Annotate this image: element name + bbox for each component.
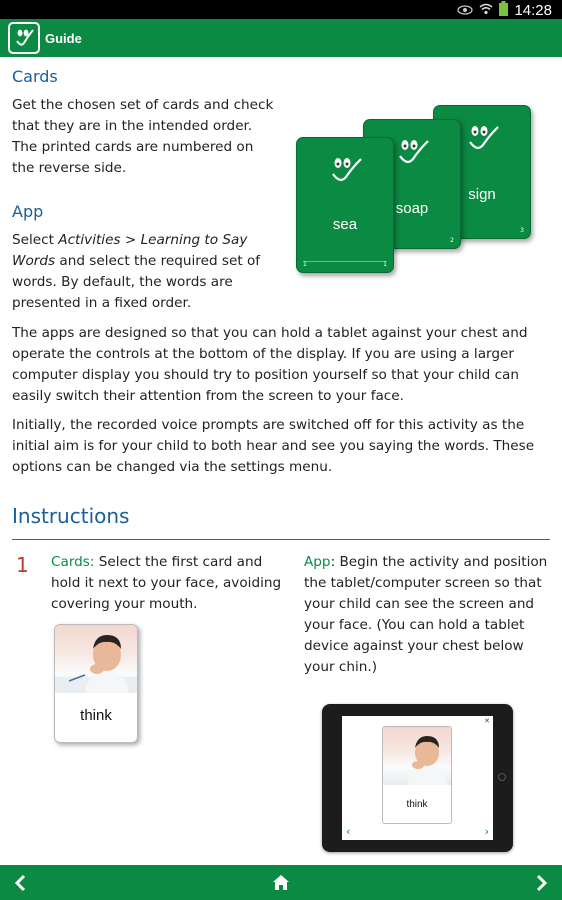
activities-menu-name: Activities [58,232,121,248]
close-icon: ✕ [484,717,490,725]
wifi-icon [479,3,493,19]
home-icon [272,874,290,891]
chevron-left-icon: ‹ [346,825,351,838]
app-text-part: Select [12,232,59,248]
status-bar [0,0,562,19]
tablet-home-button [498,773,506,781]
cards-text: Get the chosen set of cards and check that they are in the intended order. The printed cards are numbered on the reverse side. [12,97,274,176]
chevron-left-icon [13,874,27,892]
status-time: 14:28 [514,2,552,19]
tablet-paragraph: The apps are designed so that you can hold a tablet against your chest and operate the controls at the bottom of the display. If you are using a larger computer display you should try to position yourself so that your child can easily switch their attention from the screen to your face. [12,325,528,404]
forward-button[interactable] [522,865,562,900]
eye-icon [457,3,473,19]
app-text-part: and select the required set of words. By default, the words are presented in a fixed order. [12,253,261,311]
smiley-icon [395,138,431,166]
think-card-word: think [80,707,112,724]
cards-heading: Cards [12,67,58,86]
voice-paragraph: Initially, the recorded voice prompts are switched off for this activity as the initial aim is for your child to both hear and see you saying the words. These options can be changed via the settings menu. [12,417,535,475]
child-photo-small [383,727,451,785]
think-card [54,624,138,743]
card-divider [303,261,387,262]
battery-icon [499,1,508,20]
app-text [12,230,274,314]
card-number: 1 [303,261,307,268]
smiley-icon [328,156,364,184]
chevron-right-icon: › [484,825,489,838]
app-heading: App [12,202,44,221]
smiley-icon [465,124,501,152]
cards-lead: Cards: [51,554,95,570]
learning-to-say-words-name: Learning to Say Words [12,232,248,269]
app-lead: App [304,554,331,570]
card-word: sign [468,186,496,203]
app-title: Guide [45,30,82,46]
instructions-heading: Instructions [12,504,130,528]
card-word: sea [332,216,358,233]
card-number: 3 [520,227,524,234]
app-instruction: : Begin the activity and position the tablet/computer screen so that your child can see the screen and your face. (You can hold a tablet device against your chest below your chin.) [304,554,548,675]
smiley-logo-icon[interactable] [8,22,40,54]
status-icons [457,1,552,20]
app-bar [0,19,562,57]
tablet-card [382,726,452,824]
card-word: soap [395,200,429,217]
section-divider [12,539,550,540]
tablet-screen [342,716,493,840]
step-app-text [304,552,549,678]
app-text-part: > [120,232,141,248]
card-number: 1 [383,261,387,268]
bottom-nav [0,865,562,900]
word-card [296,137,394,273]
step-cards-text [51,552,293,615]
tablet-illustration [322,704,513,852]
step-number: 1 [16,553,29,577]
child-photo [55,625,137,693]
tablet-card-word: think [406,799,428,810]
back-button[interactable] [0,865,40,900]
guide-content[interactable] [0,57,562,865]
card-number: 2 [450,237,454,244]
home-button[interactable] [261,865,301,900]
chevron-right-icon [535,874,549,892]
cards-instruction: Select the first card and hold it next to your face, avoiding covering your mouth. [51,554,282,612]
